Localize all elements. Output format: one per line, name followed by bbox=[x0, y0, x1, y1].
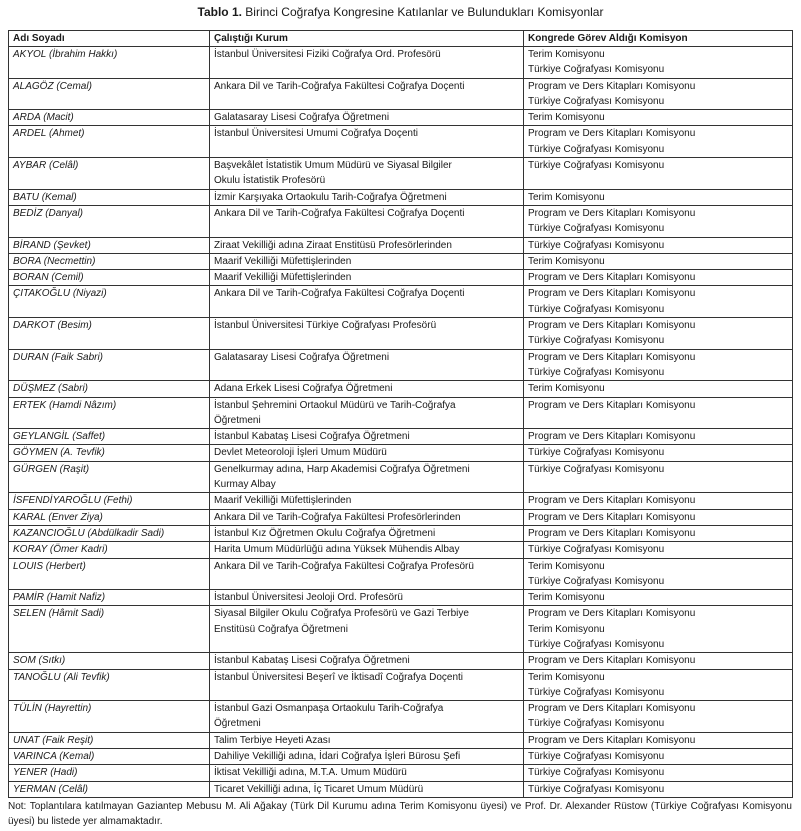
commission-line: Program ve Ders Kitapları Komisyonu bbox=[528, 511, 696, 523]
participant-name: KORAY (Ömer Kadri) bbox=[9, 542, 210, 558]
participant-name: BİRAND (Şevket) bbox=[9, 237, 210, 253]
commission-line: Türkiye Coğrafyası Komisyonu bbox=[528, 686, 665, 698]
table-row bbox=[9, 158, 793, 190]
participant-commissions bbox=[524, 461, 793, 493]
participant-name: BATU (Kemal) bbox=[9, 189, 210, 205]
institution-line: İstanbul Şehremini Ortaokul Müdürü ve Tarih-Coğrafya bbox=[214, 399, 456, 411]
participant-institution bbox=[210, 445, 524, 461]
commission-line: Türkiye Coğrafyası Komisyonu bbox=[528, 143, 665, 155]
institution-line: Öğretmeni bbox=[214, 718, 261, 730]
participant-institution bbox=[210, 669, 524, 701]
participant-commissions bbox=[524, 237, 793, 253]
commission-line: Terim Komisyonu bbox=[528, 623, 605, 635]
table-row bbox=[9, 237, 793, 253]
footnote: Not: Toplantılara katılmayan Gaziantep Mebusu M. Ali Ağakay (Türk Dil Kurumu adına Terim Komisyonu üyesi) ve Prof. Dr. Alexander Rüstow (Türkiye Coğrafyası Komisyonu üyesi) bu listede yer almamaktadır. bbox=[8, 801, 792, 827]
participant-commissions bbox=[524, 445, 793, 461]
participant-name: SOM (Sıtkı) bbox=[9, 653, 210, 669]
participant-institution bbox=[210, 509, 524, 525]
participant-commissions bbox=[524, 732, 793, 748]
participant-institution bbox=[210, 558, 524, 590]
participant-name: DÜŞMEZ (Sabri) bbox=[9, 381, 210, 397]
table-row bbox=[9, 78, 793, 110]
institution-line: Ankara Dil ve Tarih-Coğrafya Fakültesi Coğrafya Doçenti bbox=[214, 207, 465, 219]
participant-commissions bbox=[524, 765, 793, 781]
participant-name: TÜLİN (Hayrettin) bbox=[9, 701, 210, 733]
commission-line: Türkiye Coğrafyası Komisyonu bbox=[528, 767, 665, 779]
institution-line: Maarif Vekilliği Müfettişlerinden bbox=[214, 272, 352, 284]
table-row bbox=[9, 732, 793, 748]
participant-commissions bbox=[524, 558, 793, 590]
participant-name: BORAN (Cemil) bbox=[9, 270, 210, 286]
table-row bbox=[9, 781, 793, 797]
institution-line: İstanbul Üniversitesi Fiziki Coğrafya Ord. Profesörü bbox=[214, 49, 441, 60]
commission-line: Program ve Ders Kitapları Komisyonu bbox=[528, 734, 696, 746]
participant-name: ÇITAKOĞLU (Niyazi) bbox=[9, 286, 210, 318]
participant-commissions bbox=[524, 525, 793, 541]
table-row bbox=[9, 558, 793, 590]
institution-line: Devlet Meteoroloji İşleri Umum Müdürü bbox=[214, 447, 387, 459]
participant-name: DARKOT (Besim) bbox=[9, 318, 210, 350]
table-row bbox=[9, 701, 793, 733]
participant-commissions bbox=[524, 781, 793, 797]
table-row bbox=[9, 286, 793, 318]
commission-line: Türkiye Coğrafyası Komisyonu bbox=[528, 239, 665, 251]
participant-institution bbox=[210, 270, 524, 286]
commission-line: Program ve Ders Kitapları Komisyonu bbox=[528, 399, 696, 411]
participant-institution bbox=[210, 461, 524, 493]
participant-institution bbox=[210, 701, 524, 733]
participant-name: BORA (Necmettin) bbox=[9, 253, 210, 269]
table-row bbox=[9, 253, 793, 269]
participant-institution bbox=[210, 525, 524, 541]
participant-institution bbox=[210, 606, 524, 653]
commission-line: Program ve Ders Kitapları Komisyonu bbox=[528, 431, 696, 443]
participant-name: KARAL (Enver Ziya) bbox=[9, 509, 210, 525]
participant-name: İSFENDİYAROĞLU (Fethi) bbox=[9, 493, 210, 509]
commission-line: Türkiye Coğrafyası Komisyonu bbox=[528, 160, 665, 172]
participant-institution bbox=[210, 493, 524, 509]
participant-commissions bbox=[524, 318, 793, 350]
institution-line: Başvekâlet İstatistik Umum Müdürü ve Siyasal Bilgiler bbox=[214, 160, 452, 172]
table-header-row bbox=[9, 31, 793, 47]
participant-commissions bbox=[524, 189, 793, 205]
institution-line: Harita Umum Müdürlüğü adına Yüksek Mühendis Albay bbox=[214, 544, 460, 556]
institution-line: Galatasaray Lisesi Coğrafya Öğretmeni bbox=[214, 112, 390, 124]
table-row bbox=[9, 397, 793, 429]
table-row bbox=[9, 606, 793, 653]
table-row bbox=[9, 749, 793, 765]
commission-line: Türkiye Coğrafyası Komisyonu bbox=[528, 335, 665, 347]
participant-name: AKYOL (İbrahim Hakkı) bbox=[9, 47, 210, 79]
institution-line: Maarif Vekilliği Müfettişlerinden bbox=[214, 495, 352, 507]
commission-line: Program ve Ders Kitapları Komisyonu bbox=[528, 495, 696, 507]
table-caption bbox=[0, 5, 801, 19]
commission-line: Program ve Ders Kitapları Komisyonu bbox=[528, 80, 696, 92]
participant-name: ARDA (Macit) bbox=[9, 110, 210, 126]
institution-line: İstanbul Üniversitesi Umumi Coğrafya Doçenti bbox=[214, 128, 418, 140]
participant-name: GÖYMEN (A. Tevfik) bbox=[9, 445, 210, 461]
table-row bbox=[9, 189, 793, 205]
participant-name: GEYLANGİL (Saffet) bbox=[9, 429, 210, 445]
commission-line: Terim Komisyonu bbox=[528, 592, 605, 604]
institution-line: İstanbul Kabataş Lisesi Coğrafya Öğretmeni bbox=[214, 655, 410, 667]
institution-line: İstanbul Kız Öğretmen Okulu Coğrafya Öğretmeni bbox=[214, 527, 436, 539]
commission-line: Türkiye Coğrafyası Komisyonu bbox=[528, 463, 665, 475]
institution-line: Siyasal Bilgiler Okulu Coğrafya Profesörü ve Gazi Terbiye bbox=[214, 608, 469, 620]
table-row bbox=[9, 47, 793, 79]
participant-institution bbox=[210, 158, 524, 190]
table-row bbox=[9, 349, 793, 381]
commission-line: Program ve Ders Kitapları Komisyonu bbox=[528, 655, 696, 667]
table-row bbox=[9, 542, 793, 558]
commission-line: Türkiye Coğrafyası Komisyonu bbox=[528, 718, 665, 730]
commission-line: Türkiye Coğrafyası Komisyonu bbox=[528, 303, 665, 315]
participant-institution bbox=[210, 110, 524, 126]
participant-commissions bbox=[524, 110, 793, 126]
participant-institution bbox=[210, 653, 524, 669]
commission-line: Türkiye Coğrafyası Komisyonu bbox=[528, 447, 665, 459]
participant-institution bbox=[210, 318, 524, 350]
institution-line: İzmir Karşıyaka Ortaokulu Tarih-Coğrafya Öğretmeni bbox=[214, 191, 447, 203]
table-row bbox=[9, 509, 793, 525]
participant-commissions bbox=[524, 606, 793, 653]
table-row bbox=[9, 525, 793, 541]
commission-line: Türkiye Coğrafyası Komisyonu bbox=[528, 544, 665, 556]
commission-line: Türkiye Coğrafyası Komisyonu bbox=[528, 575, 665, 587]
participant-commissions bbox=[524, 381, 793, 397]
participant-institution bbox=[210, 286, 524, 318]
participant-institution bbox=[210, 590, 524, 606]
participant-commissions bbox=[524, 509, 793, 525]
participant-institution bbox=[210, 732, 524, 748]
participant-commissions bbox=[524, 158, 793, 190]
institution-line: Maarif Vekilliği Müfettişlerinden bbox=[214, 255, 352, 267]
header-commission: Kongrede Görev Aldığı Komisyon bbox=[524, 31, 793, 47]
commission-line: Türkiye Coğrafyası Komisyonu bbox=[528, 783, 665, 795]
participant-name: DURAN (Faik Sabri) bbox=[9, 349, 210, 381]
table-row bbox=[9, 461, 793, 493]
participant-name: AYBAR (Celâl) bbox=[9, 158, 210, 190]
commission-line: Türkiye Coğrafyası Komisyonu bbox=[528, 223, 665, 235]
institution-line: Ticaret Vekilliği adına, İç Ticaret Umum Müdürü bbox=[214, 783, 424, 795]
institution-line: Ankara Dil ve Tarih-Coğrafya Fakültesi Coğrafya Profesörü bbox=[214, 560, 474, 572]
participant-institution bbox=[210, 765, 524, 781]
commission-line: Türkiye Coğrafyası Komisyonu bbox=[528, 64, 665, 76]
table-row bbox=[9, 318, 793, 350]
participant-institution bbox=[210, 237, 524, 253]
participant-commissions bbox=[524, 493, 793, 509]
participant-commissions bbox=[524, 270, 793, 286]
participant-name: VARINCA (Kemal) bbox=[9, 749, 210, 765]
participant-name: SELEN (Hâmit Sadi) bbox=[9, 606, 210, 653]
participant-name: TANOĞLU (Ali Tevfik) bbox=[9, 669, 210, 701]
participant-institution bbox=[210, 781, 524, 797]
institution-line: Ankara Dil ve Tarih-Coğrafya Fakültesi Coğrafya Doçenti bbox=[214, 80, 465, 92]
institution-line: Adana Erkek Lisesi Coğrafya Öğretmeni bbox=[214, 383, 393, 395]
commission-line: Program ve Ders Kitapları Komisyonu bbox=[528, 320, 696, 332]
commission-line: Program ve Ders Kitapları Komisyonu bbox=[528, 288, 696, 300]
participant-commissions bbox=[524, 653, 793, 669]
participant-institution bbox=[210, 205, 524, 237]
participant-commissions bbox=[524, 78, 793, 110]
participant-name: ERTEK (Hamdi Nâzım) bbox=[9, 397, 210, 429]
participant-institution bbox=[210, 126, 524, 158]
participant-institution bbox=[210, 78, 524, 110]
participant-institution bbox=[210, 749, 524, 765]
commission-line: Program ve Ders Kitapları Komisyonu bbox=[528, 351, 696, 363]
commission-line: Türkiye Coğrafyası Komisyonu bbox=[528, 751, 665, 763]
institution-line: Talim Terbiye Heyeti Azası bbox=[214, 734, 331, 746]
commission-line: Terim Komisyonu bbox=[528, 560, 605, 572]
participant-institution bbox=[210, 189, 524, 205]
participant-institution bbox=[210, 397, 524, 429]
participant-name: LOUIS (Herbert) bbox=[9, 558, 210, 590]
commission-line: Terim Komisyonu bbox=[528, 383, 605, 395]
table-row bbox=[9, 590, 793, 606]
institution-line: Okulu İstatistik Profesörü bbox=[214, 175, 326, 187]
participant-commissions bbox=[524, 397, 793, 429]
institution-line: İstanbul Üniversitesi Türkiye Coğrafyası Profesörü bbox=[214, 320, 437, 332]
institution-line: Kurmay Albay bbox=[214, 479, 276, 491]
commission-line: Program ve Ders Kitapları Komisyonu bbox=[528, 128, 696, 140]
institution-line: Enstitüsü Coğrafya Öğretmeni bbox=[214, 623, 348, 635]
table-row bbox=[9, 126, 793, 158]
commission-line: Program ve Ders Kitapları Komisyonu bbox=[528, 272, 696, 284]
commission-line: Türkiye Coğrafyası Komisyonu bbox=[528, 638, 665, 650]
institution-line: İstanbul Kabataş Lisesi Coğrafya Öğretmeni bbox=[214, 431, 410, 443]
participant-commissions bbox=[524, 429, 793, 445]
participant-commissions bbox=[524, 669, 793, 701]
header-name: Adı Soyadı bbox=[9, 31, 210, 47]
participant-commissions bbox=[524, 205, 793, 237]
table-row bbox=[9, 429, 793, 445]
participant-commissions bbox=[524, 286, 793, 318]
participant-commissions bbox=[524, 47, 793, 79]
participant-name: PAMİR (Hamit Nafiz) bbox=[9, 590, 210, 606]
commission-line: Terim Komisyonu bbox=[528, 191, 605, 203]
institution-line: Ankara Dil ve Tarih-Coğrafya Fakültesi Profesörlerinden bbox=[214, 511, 461, 523]
institution-line: Ziraat Vekilliği adına Ziraat Enstitüsü Profesörlerinden bbox=[214, 239, 452, 251]
participant-name: BEDİZ (Danyal) bbox=[9, 205, 210, 237]
participant-name: YENER (Hadi) bbox=[9, 765, 210, 781]
commission-line: Program ve Ders Kitapları Komisyonu bbox=[528, 703, 696, 715]
institution-line: İstanbul Gazi Osmanpaşa Ortaokulu Tarih-Coğrafya bbox=[214, 703, 444, 715]
commission-line: Terim Komisyonu bbox=[528, 671, 605, 683]
participants-table bbox=[8, 30, 793, 798]
participant-name: YERMAN (Celâl) bbox=[9, 781, 210, 797]
participant-institution bbox=[210, 349, 524, 381]
institution-line: İktisat Vekilliği adına, M.T.A. Umum Müdürü bbox=[214, 767, 407, 779]
commission-line: Türkiye Coğrafyası Komisyonu bbox=[528, 366, 665, 378]
participant-commissions bbox=[524, 126, 793, 158]
institution-line: İstanbul Üniversitesi Jeoloji Ord. Profesörü bbox=[214, 592, 403, 604]
table-row bbox=[9, 270, 793, 286]
participant-institution bbox=[210, 381, 524, 397]
table-row bbox=[9, 381, 793, 397]
institution-line: Öğretmeni bbox=[214, 414, 261, 426]
table-row bbox=[9, 445, 793, 461]
participant-commissions bbox=[524, 590, 793, 606]
table-body bbox=[9, 47, 793, 798]
participant-commissions bbox=[524, 349, 793, 381]
commission-line: Terim Komisyonu bbox=[528, 255, 605, 267]
commission-line: Program ve Ders Kitapları Komisyonu bbox=[528, 207, 696, 219]
institution-line: İstanbul Üniversitesi Beşerî ve İktisadî Coğrafya Doçenti bbox=[214, 671, 463, 683]
caption-label: Tablo 1. bbox=[197, 5, 242, 19]
participant-name: KAZANCIOĞLU (Abdülkadir Sadi) bbox=[9, 525, 210, 541]
participant-name: UNAT (Faik Reşit) bbox=[9, 732, 210, 748]
caption-text: Birinci Coğrafya Kongresine Katılanlar ve Bulundukları Komisyonlar bbox=[245, 5, 604, 19]
table-row bbox=[9, 205, 793, 237]
participant-name: GÜRGEN (Raşit) bbox=[9, 461, 210, 493]
participant-institution bbox=[210, 253, 524, 269]
commission-line: Terim Komisyonu bbox=[528, 112, 605, 124]
table-row bbox=[9, 653, 793, 669]
institution-line: Ankara Dil ve Tarih-Coğrafya Fakültesi Coğrafya Doçenti bbox=[214, 288, 465, 300]
participant-name: ARDEL (Ahmet) bbox=[9, 126, 210, 158]
institution-line: Galatasaray Lisesi Coğrafya Öğretmeni bbox=[214, 351, 390, 363]
participant-commissions bbox=[524, 701, 793, 733]
commission-line: Türkiye Coğrafyası Komisyonu bbox=[528, 95, 665, 107]
table-row bbox=[9, 110, 793, 126]
institution-line: Genelkurmay adına, Harp Akademisi Coğrafya Öğretmeni bbox=[214, 463, 470, 475]
participant-institution bbox=[210, 542, 524, 558]
commission-line: Terim Komisyonu bbox=[528, 49, 605, 60]
header-institution: Çalıştığı Kurum bbox=[210, 31, 524, 47]
commission-line: Program ve Ders Kitapları Komisyonu bbox=[528, 608, 696, 620]
participant-institution bbox=[210, 429, 524, 445]
institution-line: Dahiliye Vekilliği adına, İdari Coğrafya İşleri Bürosu Şefi bbox=[214, 751, 461, 763]
commission-line: Program ve Ders Kitapları Komisyonu bbox=[528, 527, 696, 539]
participant-commissions bbox=[524, 749, 793, 765]
table-row bbox=[9, 493, 793, 509]
participant-commissions bbox=[524, 253, 793, 269]
participant-commissions bbox=[524, 542, 793, 558]
table-row bbox=[9, 765, 793, 781]
table-row bbox=[9, 669, 793, 701]
participant-institution bbox=[210, 47, 524, 79]
participant-name: ALAGÖZ (Cemal) bbox=[9, 78, 210, 110]
